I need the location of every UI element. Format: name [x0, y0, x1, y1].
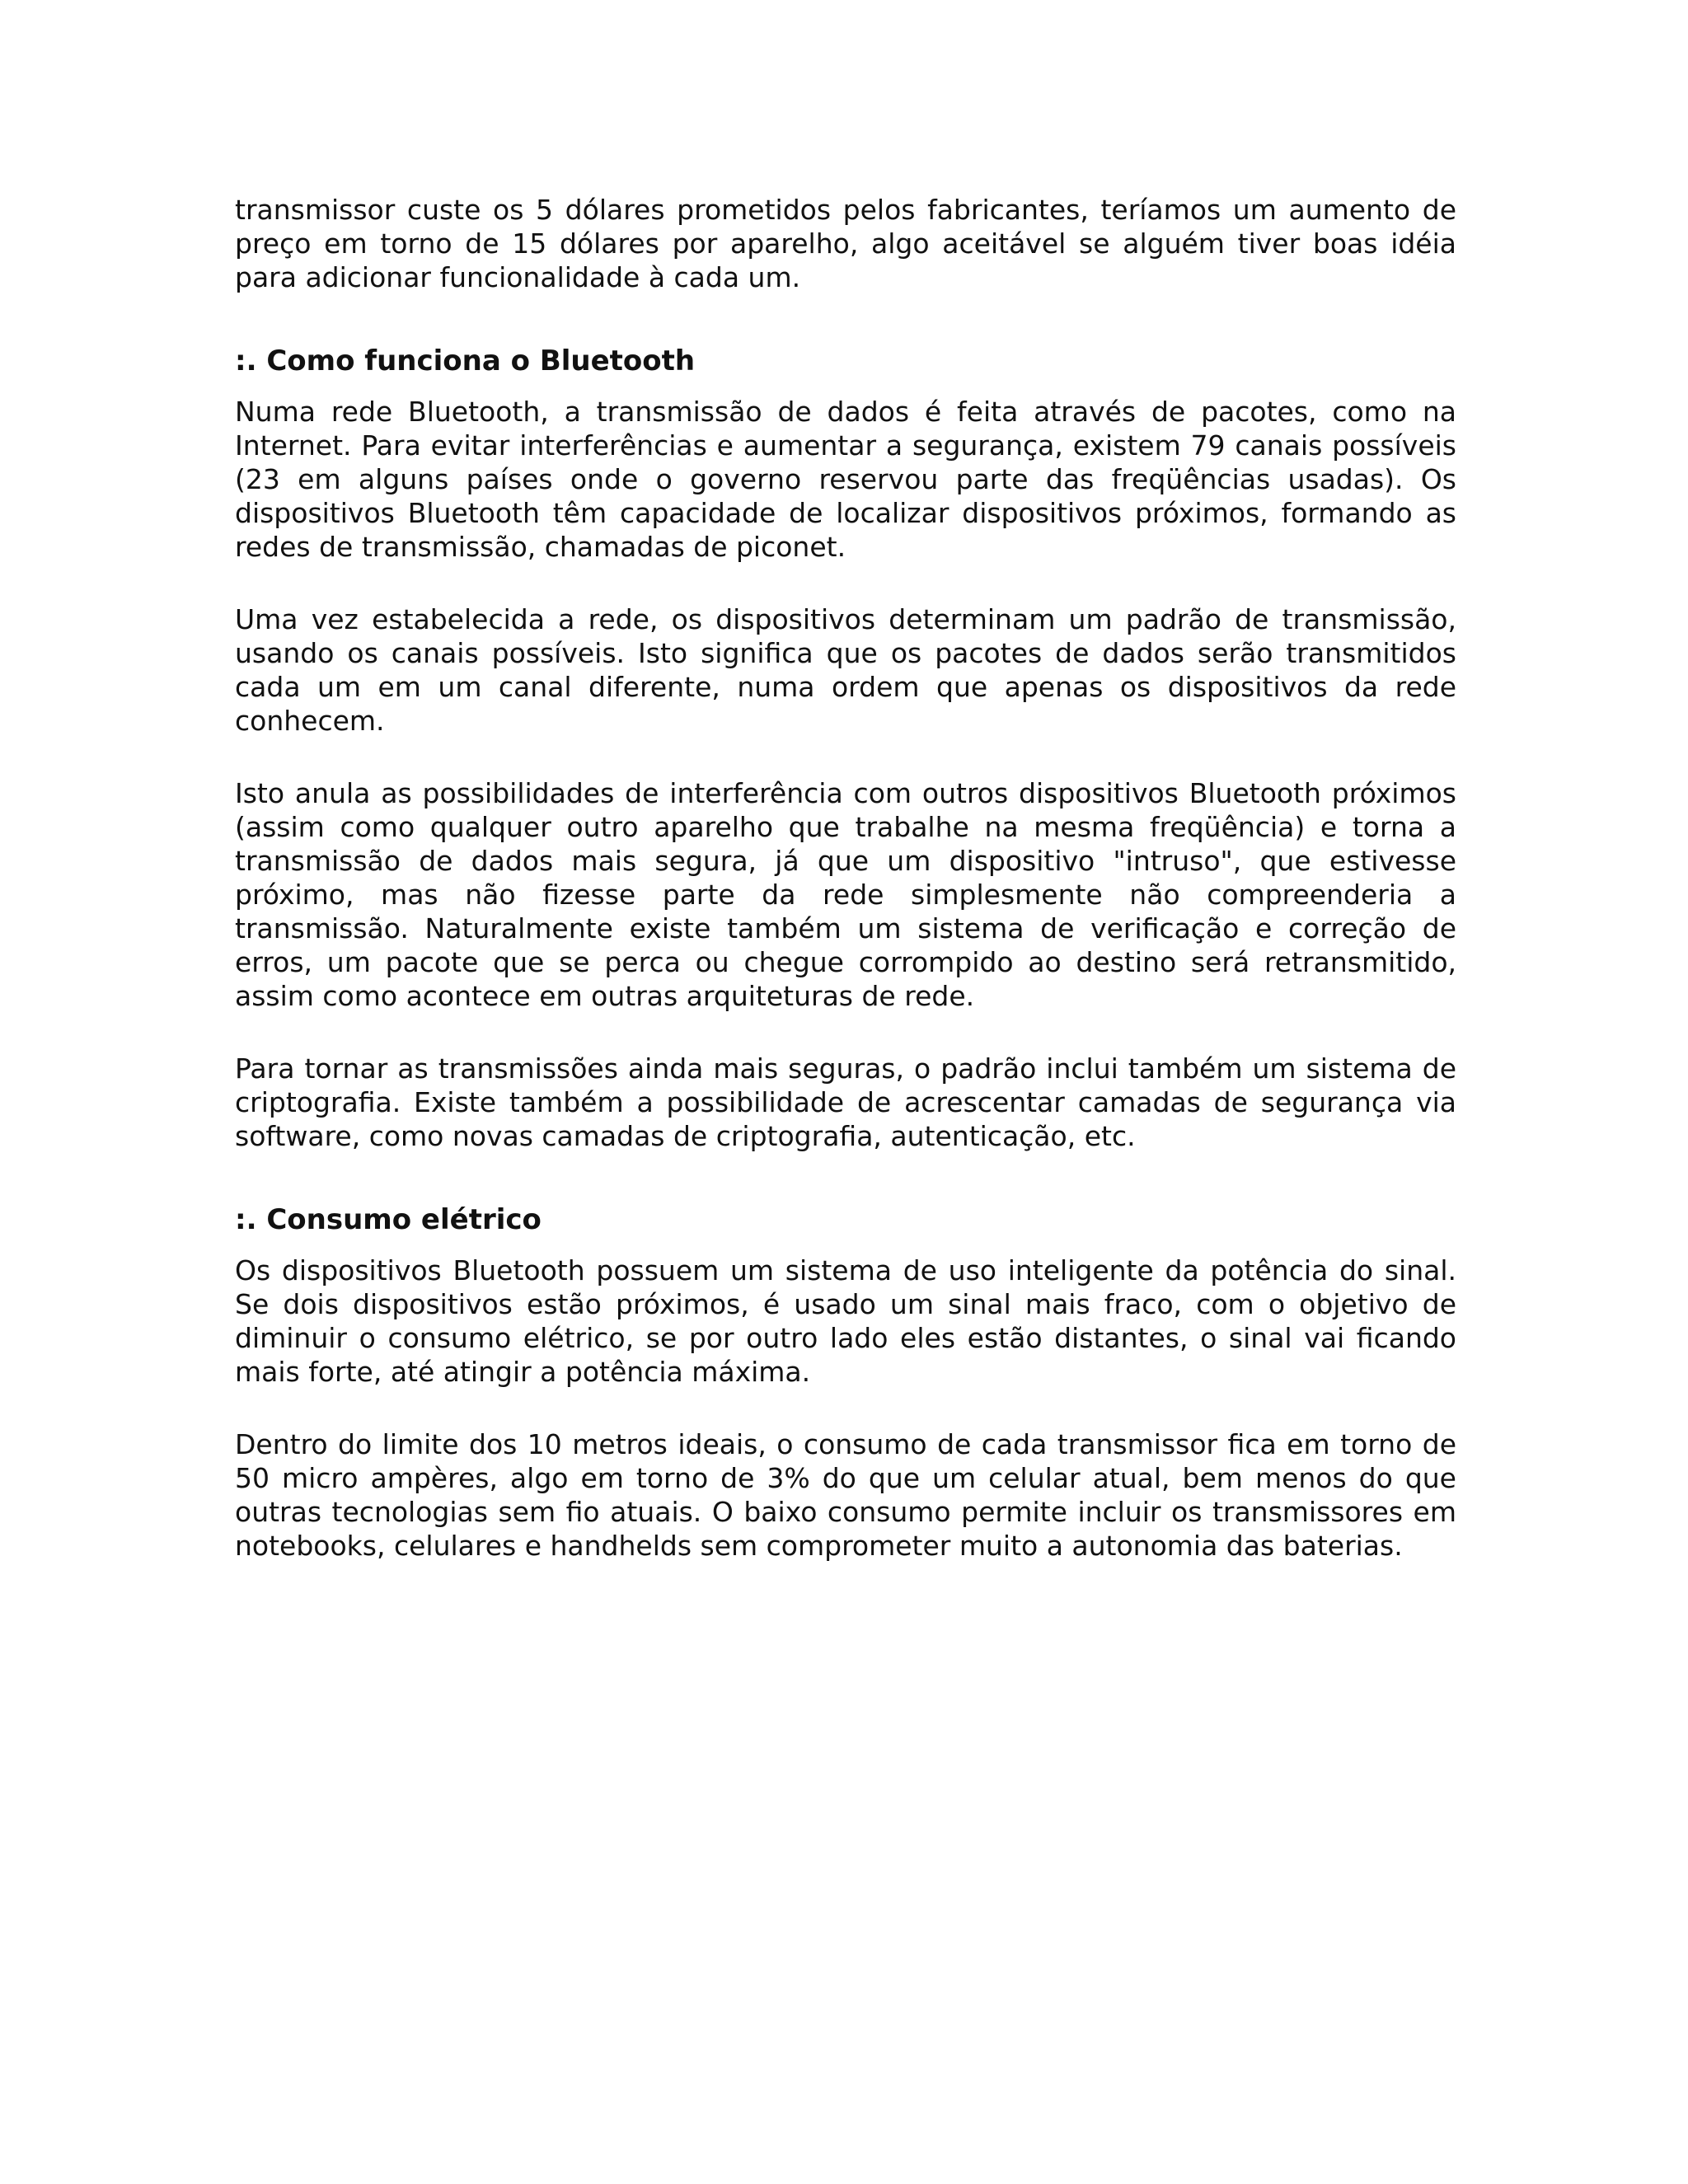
section-heading-consumo-eletrico: :. Consumo elétrico — [235, 1203, 542, 1236]
section2-paragraph-1: Os dispositivos Bluetooth possuem um sistema de uso inteligente da potência do sinal. Se dois dispositivos estão próximos, é usado um sinal mais fraco, com o objetivo de diminuir o consumo elétrico, se por outro lado eles estão distantes, o sinal vai ficando mais forte, até atingir a potência máxima. — [235, 1254, 1456, 1388]
section-heading-como-funciona: :. Como funciona o Bluetooth — [235, 344, 696, 377]
section2-paragraph-2: Dentro do limite dos 10 metros ideais, o consumo de cada transmissor fica em torno de 50 micro ampères, algo em torno de 3% do que um celular atual, bem menos do que outras tecnologias sem fio atuais. O baixo consumo permite incluir os transmissores em notebooks, celulares e handhelds sem comprometer muito a autonomia das baterias. — [235, 1428, 1456, 1562]
section1-paragraph-1: Numa rede Bluetooth, a transmissão de dados é feita através de pacotes, como na Internet. Para evitar interferências e aumentar a segurança, existem 79 canais possíveis (23 em alguns países onde o governo reservou parte das freqüências usadas). Os dispositivos Bluetooth têm capacidade de localizar dispositivos próximos, formando as redes de transmissão, chamadas de piconet. — [235, 396, 1456, 563]
section1-paragraph-2: Uma vez estabelecida a rede, os dispositivos determinam um padrão de transmissão, usando os canais possíveis. Isto significa que os pacotes de dados serão transmitidos cada um em um canal diferente, numa ordem que apenas os dispositivos da rede conhecem. — [235, 603, 1456, 737]
section1-paragraph-3: Isto anula as possibilidades de interferência com outros dispositivos Bluetooth próximos (assim como qualquer outro aparelho que trabalhe na mesma freqüência) e torna a transmissão de dados mais segura, já que um dispositivo "intruso", que estivesse próximo, mas não fizesse parte da rede simplesmente não compreenderia a transmissão. Naturalmente existe também um sistema de verificação e correção de erros, um pacote que se perca ou chegue corrompido ao destino será retransmitido, assim como acontece em outras arquiteturas de rede. — [235, 777, 1456, 1012]
document-body — [235, 193, 1456, 1563]
section1-paragraph-4: Para tornar as transmissões ainda mais seguras, o padrão inclui também um sistema de criptografia. Existe também a possibilidade de acrescentar camadas de segurança via software, como novas camadas de criptografia, autenticação, etc. — [235, 1052, 1456, 1152]
intro-paragraph: transmissor custe os 5 dólares prometidos pelos fabricantes, teríamos um aumento de preço em torno de 15 dólares por aparelho, algo aceitável se alguém tiver boas idéia para adicionar funcionalidade à cada um. — [235, 194, 1456, 293]
